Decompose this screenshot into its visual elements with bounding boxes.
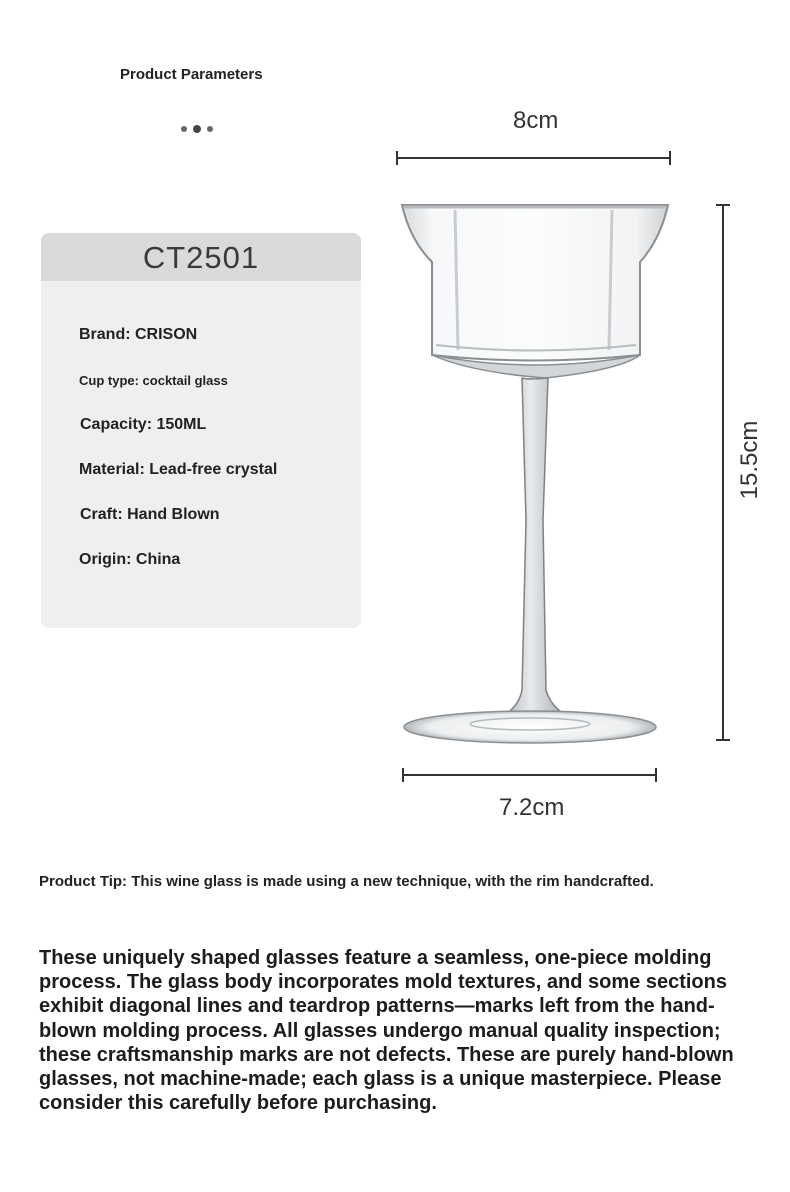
spec-capacity: Capacity: 150ML <box>80 416 207 433</box>
spec-cup-type: Cup type: cocktail glass <box>79 373 228 388</box>
spec-brand: Brand: CRISON <box>79 326 198 343</box>
height-label: 15.5cm <box>736 420 763 500</box>
section-title: Product Parameters <box>120 66 263 83</box>
top-width-label: 8cm <box>513 107 559 134</box>
base-width-dimension-line <box>403 768 656 782</box>
spec-origin: Origin: China <box>79 551 181 568</box>
height-dimension-line <box>716 205 730 740</box>
product-tip: Product Tip: This wine glass is made using a new technique, with the rim handcrafted. <box>39 873 654 890</box>
product-description: These uniquely shaped glasses feature a seamless, one-piece molding process. The glass body incorporates mold textures, and some sections exhibit diagonal lines and teardrop patterns—marks left from the hand-blown molding process. All glasses undergo manual quality inspection; these craftsmanship marks are not defects. These are purely hand-blown glasses, not machine-made; each glass is a unique masterpiece. Please consider this carefully before purchasing. <box>39 947 734 1115</box>
top-width-dimension-line <box>397 151 670 165</box>
height-label-wrapper <box>730 415 770 505</box>
spec-material: Material: Lead-free crystal <box>79 461 278 478</box>
model-number: CT2501 <box>41 233 361 281</box>
cocktail-glass <box>402 205 668 743</box>
base-width-label: 7.2cm <box>499 794 565 821</box>
spec-craft: Craft: Hand Blown <box>80 506 220 523</box>
